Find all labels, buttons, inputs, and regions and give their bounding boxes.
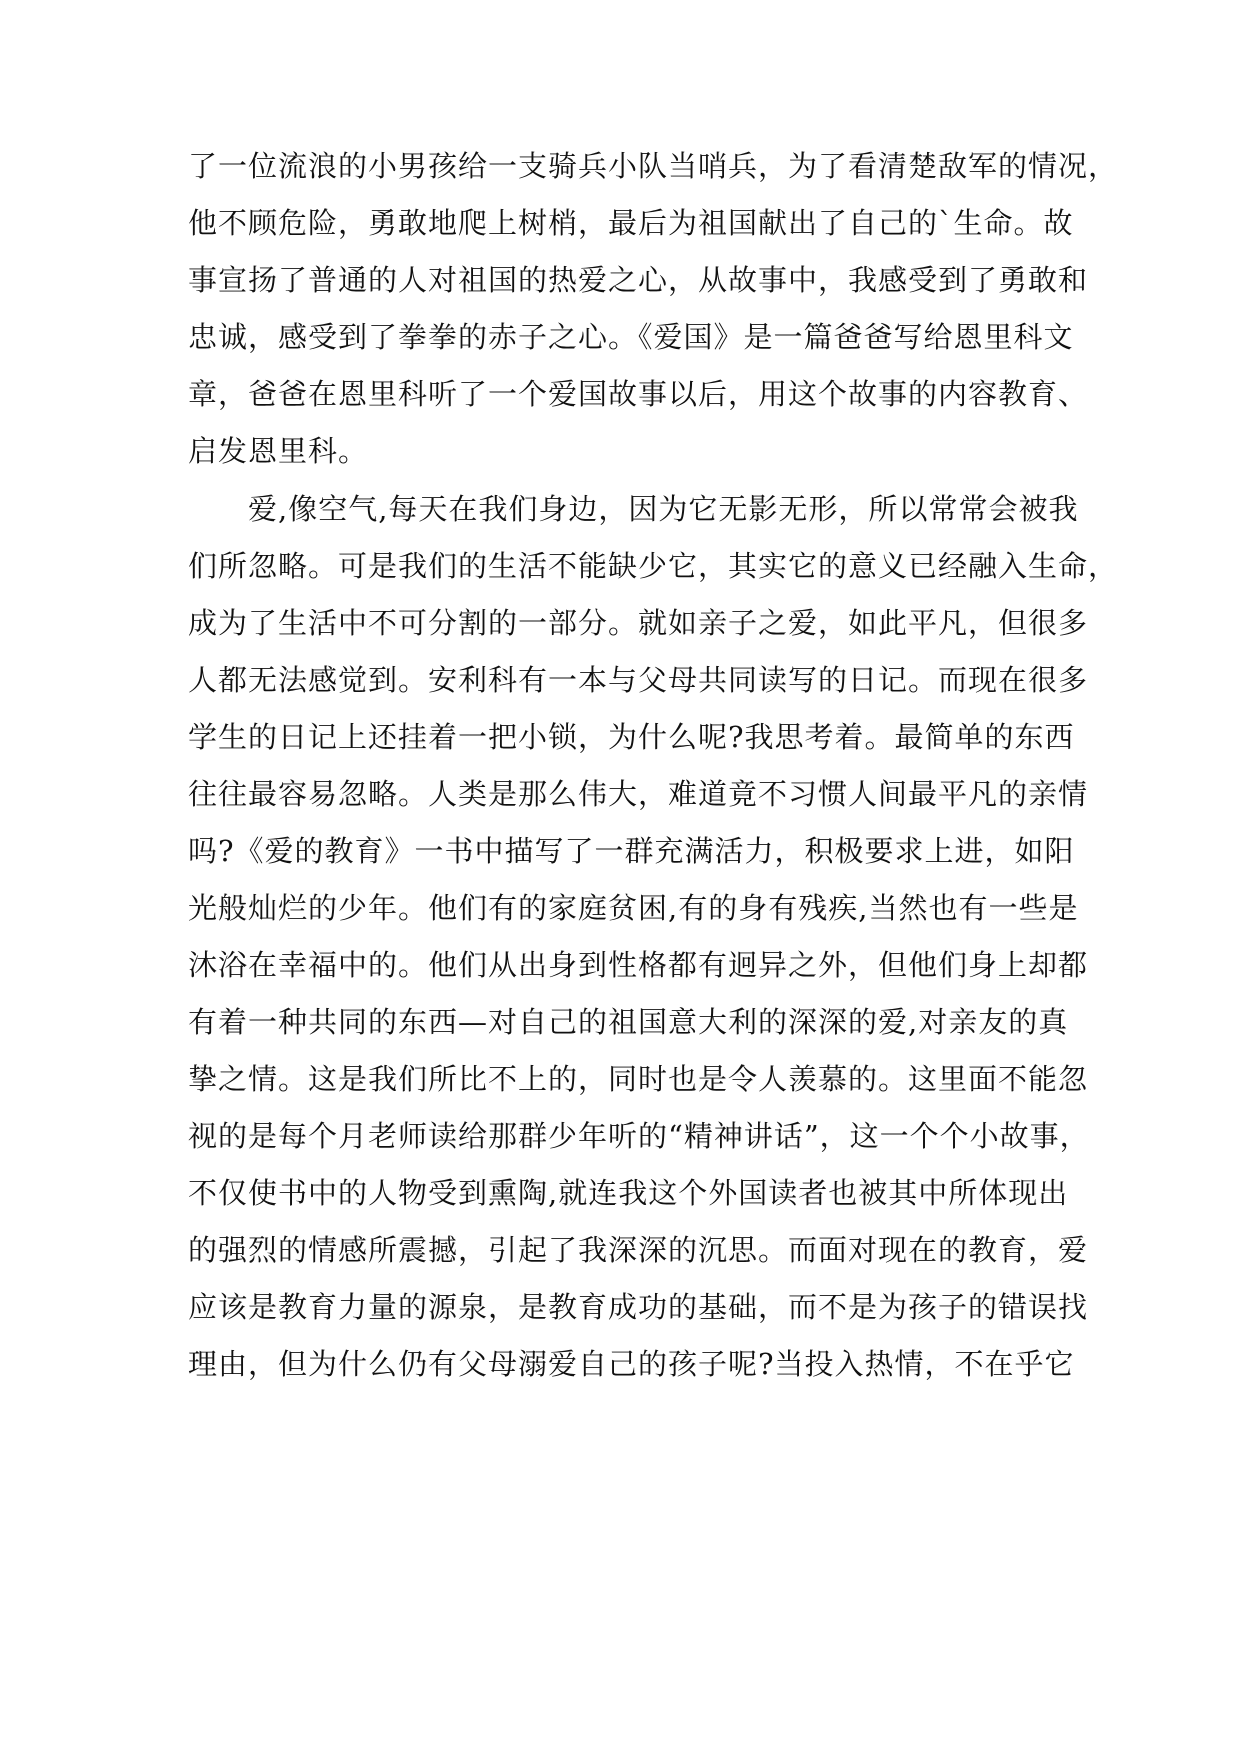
text-line: 视的是每个月老师读给那群少年听的“精神讲话”，这一个个小故事，	[188, 1119, 1090, 1153]
text-line: 事宣扬了普通的人对祖国的热爱之心，从故事中，我感受到了勇敢和	[188, 263, 1089, 297]
text-line: 有着一种共同的东西—对自己的祖国意大利的深深的爱,对亲友的真	[188, 1005, 1069, 1039]
text-line: 了一位流浪的小男孩给一支骑兵小队当哨兵，为了看清楚敌军的情况，	[188, 149, 1119, 183]
text-line: 吗?《爱的教育》一书中描写了一群充满活力，积极要求上进，如阳	[188, 834, 1075, 868]
text-line: 沐浴在幸福中的。他们从出身到性格都有迥异之外，但他们身上却都	[188, 948, 1089, 982]
text-line: 光般灿烂的少年。他们有的家庭贫困,有的身有残疾,当然也有一些是	[188, 891, 1079, 925]
text-line: 不仅使书中的人物受到熏陶,就连我这个外国读者也被其中所体现出	[188, 1176, 1069, 1210]
text-line: 挚之情。这是我们所比不上的，同时也是令人羡慕的。这里面不能忽	[188, 1062, 1089, 1096]
text-line: 他不顾危险，勇敢地爬上树梢，最后为祖国献出了自己的`生命。故	[188, 206, 1074, 240]
text-line: 成为了生活中不可分割的一部分。就如亲子之爱，如此平凡，但很多	[188, 606, 1089, 640]
text-line: 们所忽略。可是我们的生活不能缺少它，其实它的意义已经融入生命，	[188, 549, 1119, 583]
text-line: 章，爸爸在恩里科听了一个爱国故事以后，用这个故事的内容教育、	[188, 377, 1089, 411]
text-line: 忠诚，感受到了拳拳的赤子之心。《爱国》是一篇爸爸写给恩里科文	[188, 320, 1074, 354]
text-line: 学生的日记上还挂着一把小锁，为什么呢?我思考着。最简单的东西	[188, 720, 1075, 754]
text-line: 的强烈的情感所震撼，引起了我深深的沉思。而面对现在的教育，爱	[188, 1233, 1089, 1267]
text-line: 理由，但为什么仍有父母溺爱自己的孩子呢?当投入热情，不在乎它	[188, 1347, 1075, 1381]
text-line: 应该是教育力量的源泉，是教育成功的基础，而不是为孩子的错误找	[188, 1290, 1089, 1324]
text-line: 启发恩里科。	[188, 434, 369, 468]
text-line: 人都无法感觉到。安利科有一本与父母共同读写的日记。而现在很多	[188, 663, 1089, 697]
text-line: 往往最容易忽略。人类是那么伟大，难道竟不习惯人间最平凡的亲情	[188, 777, 1089, 811]
text-line: 爱,像空气,每天在我们身边，因为它无影无形，所以常常会被我	[248, 492, 1079, 526]
